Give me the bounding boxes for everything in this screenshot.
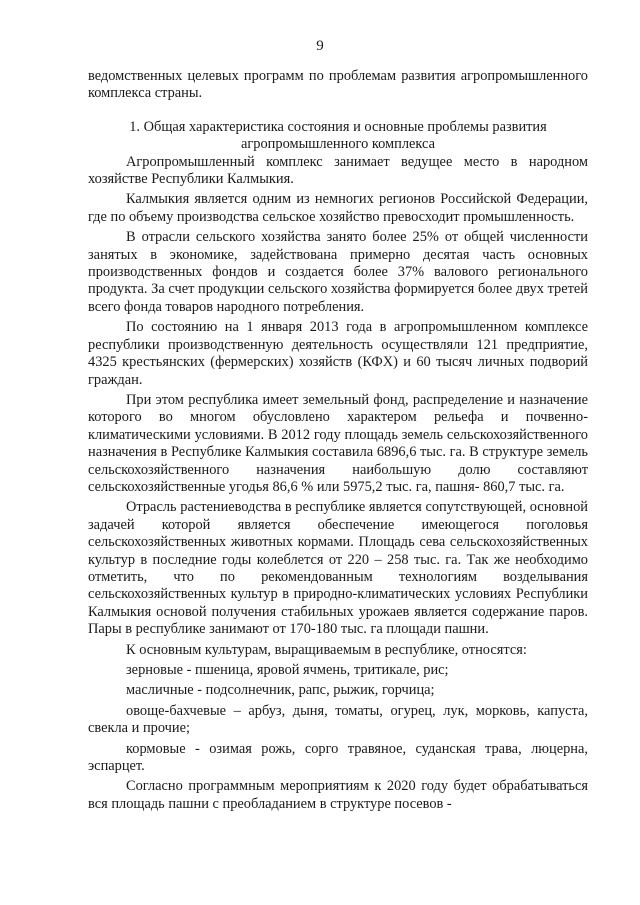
list-item-grain: зерновые - пшеница, яровой ячмень, тритикале, рис; bbox=[126, 662, 449, 678]
paragraph-program-2020: Согласно программным мероприятиям к 2020 году будет обрабатываться вся площадь пашни с преобладанием в структуре посевов - bbox=[88, 778, 588, 812]
list-item-oilseed: масличные - подсолнечник, рапс, рыжик, горчица; bbox=[126, 682, 435, 699]
paragraph-enterprises: По состоянию на 1 января 2013 года в агропромышленном комплексе республики производственную деятельность осуществляли 121 предприятие, 4325 крестьянских (фермерских) хозяйств (КФХ) и 60 тысяч личных подворий граждан. bbox=[88, 319, 588, 388]
section-heading: 1. Общая характеристика состояния и основные проблемы развития агропромышленного комплекса bbox=[129, 118, 547, 153]
intro-continuation-paragraph: ведомственных целевых программ по проблемам развития агропромышленного комплекса страны. bbox=[88, 68, 588, 102]
paragraph-agro-complex: Агропромышленный комплекс занимает ведущее место в народном хозяйстве Республики Калмыкия. bbox=[88, 153, 588, 188]
page-number: 9 bbox=[316, 38, 324, 54]
paragraph-land-fund: При этом республика имеет земельный фонд, распределение и назначение которого во многом обусловлено характером рельефа и почвенно-климатическими условиями. В 2012 году площадь земель сельскохозяйственного назначения в Республике Калмыкия составила 6896,6 тыс. га. В структуре земель сельскохозяйственного назначения наибольшую долю составляют сельскохозяйственные угодья 86,6 % или 5975,2 тыс. га, пашня- 860,7 тыс. га. bbox=[88, 391, 588, 495]
list-item-vegetable-melon: овоще-бахчевые – арбуз, дыня, томаты, огурец, лук, морковь, капуста, свекла и прочие; bbox=[88, 702, 588, 737]
paragraph-employment: В отрасли сельского хозяйства занято более 25% от общей численности занятых в экономике, задействована примерно десятая часть основных производственных фондов и создается более 37% валового регионального продукта. За счет продукции сельского хозяйства формируется более двух третей всего фонда товаров народного потребления. bbox=[88, 229, 588, 315]
paragraph-main-crops-intro: К основным культурам, выращиваемым в республике, относятся: bbox=[126, 641, 527, 658]
document-body bbox=[88, 68, 588, 813]
paragraph-crop-production: Отрасль растениеводства в республике является сопутствующей, основной задачей которой является обеспечение имеющегося поголовья сельскохозяйственных животных кормами. Площадь сева сельскохозяйственных культур в последние годы колеблется от 220 – 258 тыс. га. Так же необходимо отметить, что по рекомендованным технологиям возделывания сельскохозяйственных культур в природно-климатических условиях Республики Калмыкия основой получения стабильных урожаев является содержание паров. Пары в республике занимают от 170-180 тыс. га площади пашни. bbox=[88, 499, 588, 638]
list-item-forage: кормовые - озимая рожь, сорго травяное, суданская трава, люцерна, эспарцет. bbox=[88, 740, 588, 775]
paragraph-kalmykia-industry: Калмыкия является одним из немногих регионов Российской Федерации, где по объему производства сельское хозяйство превосходит промышленность. bbox=[88, 191, 588, 225]
